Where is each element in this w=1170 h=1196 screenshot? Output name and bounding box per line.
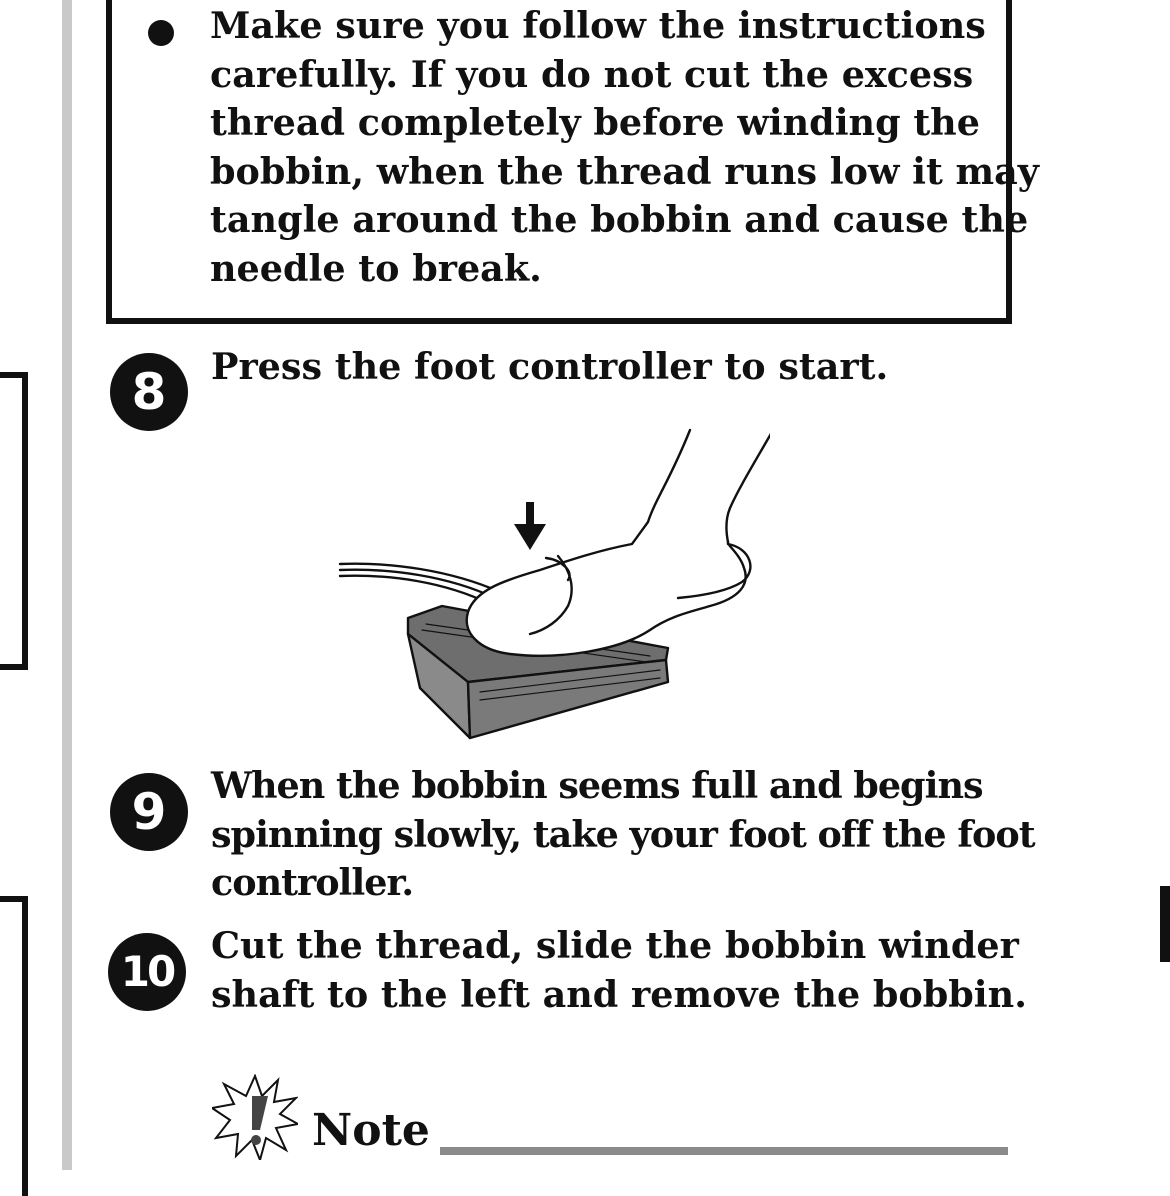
note-burst-icon xyxy=(212,1074,298,1160)
caution-line: bobbin, when the thread runs low it may xyxy=(210,149,1040,193)
leg-outline xyxy=(632,430,690,544)
left-margin-bracket-top xyxy=(0,372,28,670)
caution-line: needle to break. xyxy=(210,246,542,290)
caution-line: carefully. If you do not cut the excess xyxy=(210,52,974,96)
step-line: spinning slowly, take your foot off the foot xyxy=(211,812,1035,856)
cord-line xyxy=(340,570,495,598)
step-9-text xyxy=(211,762,1035,908)
caution-line: thread completely before winding the xyxy=(210,101,980,144)
step-8-text xyxy=(211,343,888,392)
step-line: controller. xyxy=(211,861,414,904)
step-9-number-badge: 9 xyxy=(110,773,188,851)
down-arrow-icon xyxy=(514,502,546,550)
note-label: Note xyxy=(312,1105,430,1156)
step-10-text xyxy=(211,922,1027,1019)
step-10-number-badge: 10 xyxy=(108,933,186,1011)
caution-line: tangle around the bobbin and cause the xyxy=(210,198,1029,241)
foot-outline xyxy=(467,542,746,656)
caution-text xyxy=(210,2,1040,293)
step-line: Press the foot controller to start. xyxy=(211,345,889,388)
cord-line xyxy=(340,564,500,592)
leg-outline xyxy=(726,432,770,542)
right-edge-tab-mark xyxy=(1160,886,1170,962)
left-margin-bracket-bottom xyxy=(0,896,28,1196)
step-8-number-badge: 8 xyxy=(110,353,188,431)
bullet-icon xyxy=(148,20,174,46)
note-rule xyxy=(440,1147,1008,1155)
margin-gray-rule xyxy=(62,0,72,1170)
step-line: When the bobbin seems full and begins xyxy=(211,764,983,807)
caution-line: Make sure you follow the instructions xyxy=(210,4,986,47)
step-line: Cut the thread, slide the bobbin winder xyxy=(211,924,1019,967)
step-line: shaft to the left and remove the bobbin. xyxy=(211,972,1027,1016)
caution-box xyxy=(106,0,1040,324)
foot-controller-illustration xyxy=(330,420,770,750)
